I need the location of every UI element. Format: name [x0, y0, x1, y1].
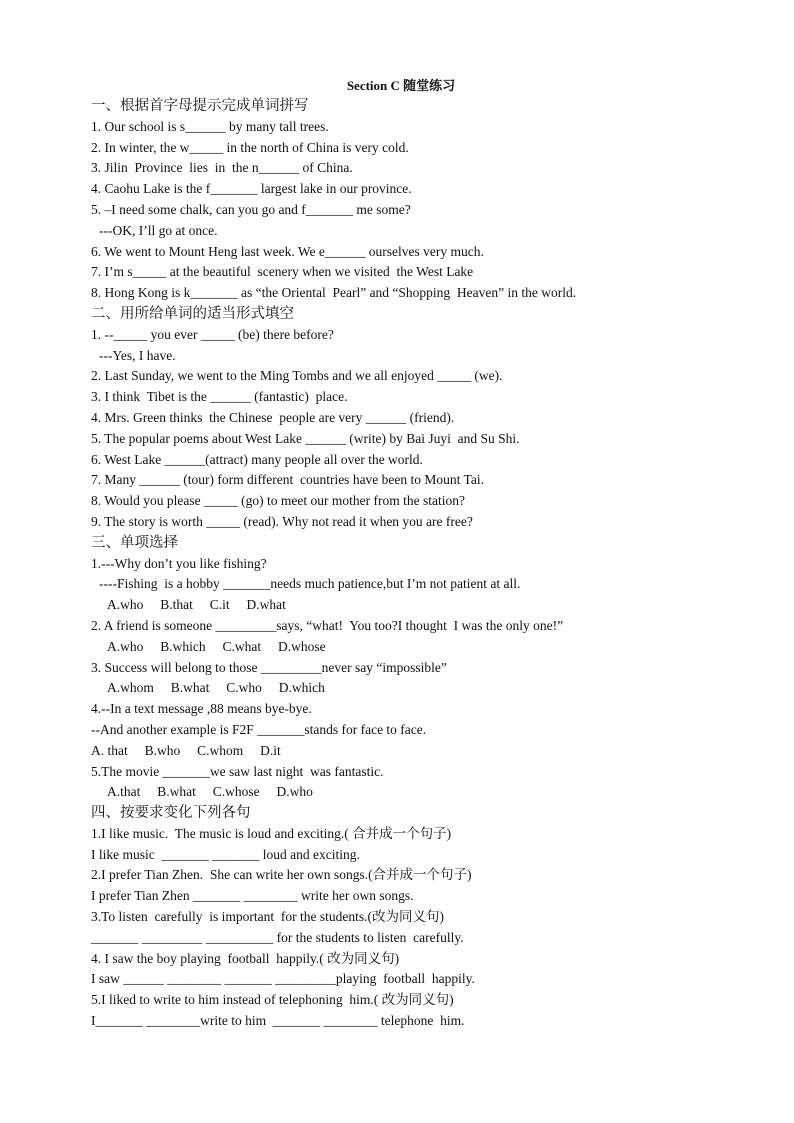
exercise-line: 4.--In a text message ,88 means bye-bye. [91, 701, 312, 717]
worksheet-page [91, 76, 711, 1032]
exercise-line: 1.---Why don’t you like fishing? [91, 555, 267, 571]
exercise-line: A.that B.what C.whose D.who [107, 784, 313, 800]
exercise-line: 5.The movie _______we saw last night was fantastic. [91, 763, 384, 779]
exercise-line: ----Fishing is a hobby _______needs much patience,but I’m not patient at all. [99, 576, 521, 592]
exercise-line: A.who B.that C.it D.what [107, 597, 286, 613]
exercise-line: ---OK, I’ll go at once. [99, 222, 218, 238]
exercise-line: 5. –I need some chalk, can you go and f_______ me some? [91, 201, 411, 217]
worksheet-content [91, 96, 711, 1032]
exercise-line: 2. In winter, the w_____ in the north of China is very cold. [91, 139, 409, 155]
exercise-line: --And another example is F2F _______stands for face to face. [91, 721, 427, 737]
exercise-line: 8. Hong Kong is k_______ as “the Oriental Pearl” and “Shopping Heaven” in the world. [91, 285, 577, 301]
exercise-line: 3. I think Tibet is the ______ (fantastic) place. [91, 389, 348, 405]
exercise-line: 4. I saw the boy playing football happily.( 改为同义句) [91, 950, 400, 966]
exercise-line: 5.I liked to write to him instead of telephoning him.( 改为同义句) [91, 992, 454, 1008]
exercise-line: 1. --_____ you ever _____ (be) there before? [91, 326, 334, 342]
section-heading: 三、单项选择 [91, 534, 178, 551]
section-heading: 二、用所给单词的适当形式填空 [91, 305, 294, 322]
exercise-line: I like music _______ _______ loud and exciting. [91, 846, 360, 862]
section-heading: 一、根据首字母提示完成单词拼写 [91, 98, 309, 114]
exercise-line: 1.I like music. The music is loud and exciting.( 合并成一个句子) [91, 825, 452, 841]
exercise-line: 3. Success will belong to those _________never say “impossible” [91, 659, 447, 675]
exercise-line: A.who B.which C.what D.whose [107, 638, 326, 654]
exercise-line: _______ _________ __________ for the students to listen carefully. [91, 929, 464, 945]
exercise-line: 9. The story is worth _____ (read). Why not read it when you are free? [91, 513, 473, 529]
section-heading: 四、按要求变化下列各句 [91, 805, 251, 822]
exercise-line: 6. West Lake ______(attract) many people all over the world. [91, 451, 423, 467]
exercise-line: 2. Last Sunday, we went to the Ming Tombs and we all enjoyed _____ (we). [91, 368, 503, 384]
exercise-line: 2.I prefer Tian Zhen. She can write her own songs.(合并成一个句子) [91, 867, 472, 883]
exercise-line: I_______ ________write to him _______ ________ telephone him. [91, 1013, 465, 1029]
exercise-line: 6. We went to Mount Heng last week. We e______ ourselves very much. [91, 243, 484, 259]
exercise-line: 7. Many ______ (tour) form different countries have been to Mount Tai. [91, 472, 484, 488]
exercise-line: 4. Mrs. Green thinks the Chinese people are very ______ (friend). [91, 409, 455, 425]
exercise-line: ---Yes, I have. [99, 347, 176, 363]
exercise-line: 3. Jilin Province lies in the n______ of China. [91, 160, 353, 176]
exercise-line: 1. Our school is s______ by many tall trees. [91, 118, 329, 134]
exercise-line: I saw ______ ________ _______ _________playing football happily. [91, 971, 475, 987]
page-title: Section C 随堂练习 [346, 78, 456, 93]
exercise-line: 7. I’m s_____ at the beautiful scenery when we visited the West Lake [91, 264, 474, 280]
exercise-line: 3.To listen carefully is important for the students.(改为同义句) [91, 909, 444, 925]
exercise-line: A. that B.who C.whom D.it [91, 742, 281, 758]
exercise-line: 2. A friend is someone _________says, “what! You too?I thought I was the only one!” [91, 617, 564, 633]
exercise-line: 5. The popular poems about West Lake ______ (write) by Bai Juyi and Su Shi. [91, 430, 520, 446]
exercise-line: 8. Would you please _____ (go) to meet our mother from the station? [91, 493, 465, 509]
exercise-line: I prefer Tian Zhen _______ ________ write her own songs. [91, 888, 414, 904]
exercise-line: A.whom B.what C.who D.which [107, 680, 325, 696]
exercise-line: 4. Caohu Lake is the f_______ largest lake in our province. [91, 181, 412, 197]
